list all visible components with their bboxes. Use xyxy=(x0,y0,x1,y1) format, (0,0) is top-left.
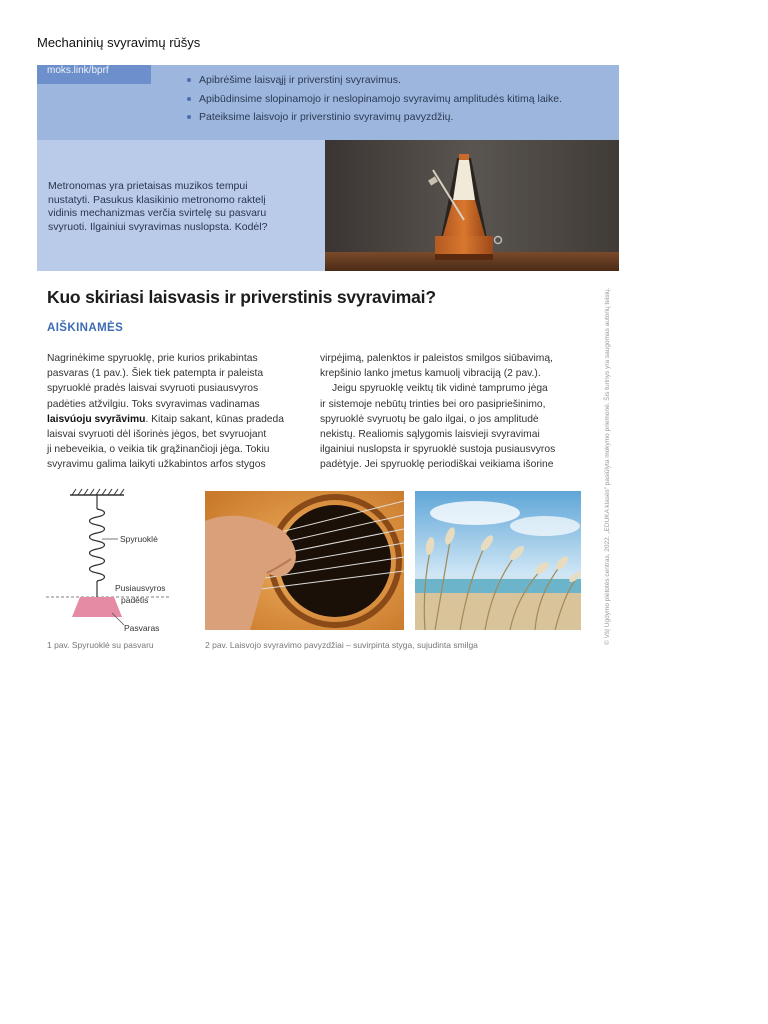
body-line: padėties atžvilgiu. Toks svyravimas vadinamas xyxy=(47,398,260,410)
document-title: Mechaninių svyravimų rūšys xyxy=(37,35,201,50)
intro-line: svyruoti. Ilgainiui svyravimas nuslopsta. Kodėl? xyxy=(48,220,268,233)
intro-line: Metronomas yra prietaisas muzikos tempui xyxy=(48,180,248,192)
body-column-right xyxy=(320,351,582,473)
objectives-list xyxy=(187,71,562,127)
objective-item: Pateiksime laisvojo ir priverstinio svyravimų pavyzdžių. xyxy=(187,108,562,127)
body-line: svyravimu galima laikyti užkabintos arfos stygos xyxy=(47,459,266,471)
body-line: padėtyje. Jei spyruoklę periodiškai veikiama išorine xyxy=(320,459,554,471)
figure-spring xyxy=(40,487,190,637)
objective-item: Apibrėšime laisvąjį ir priverstinį svyravimus. xyxy=(187,71,562,90)
intro-line: vidinis mechanizmas verčia svirtelę su pasvaru xyxy=(48,207,267,219)
intro-line: nustatyti. Pasukus klasikinio metronomo raktelį xyxy=(48,193,266,206)
body-line: ir sistemoje nebūtų trinties bei oro pasipriešinimo, xyxy=(320,398,546,410)
body-line: krepšinio lanko jmetus kamuolį vibraciją (2 pav.). xyxy=(320,368,541,380)
weight-label: Pasvaras xyxy=(124,623,160,633)
copyright-text: © VšĮ Ugdymo plėtotės centras, 2022. „EDUKA klasės“ pasiūlyta mokymo priemonė. Šis turinys yra saugomas autorių teisių. xyxy=(604,287,611,645)
body-column-left xyxy=(47,351,309,473)
equilibrium-label: padėtis xyxy=(121,595,149,605)
spring-coil xyxy=(90,509,105,581)
objective-item: Apibūdinsime slopinamojo ir neslopinamojo svyravimų amplitudės kitimą laike. xyxy=(187,90,562,109)
metronome-photo xyxy=(325,140,619,271)
spring-diagram xyxy=(40,487,190,637)
body-line: ji nebeveikia, o veikia tik grąžinančioji jėga. Tokiu xyxy=(47,444,270,456)
intro-box xyxy=(37,140,325,271)
moks-link[interactable]: moks.link/bprf xyxy=(37,65,151,84)
body-line xyxy=(47,412,309,427)
grass-photo xyxy=(415,491,581,630)
body-line: Jeigu spyruoklę veiktų tik vidinė tamprumo jėga xyxy=(332,383,548,395)
body-line: laisvai svyruoti dėl išorinės jėgos, bet svyruojant xyxy=(47,429,267,441)
term-bold: laisvúoju svyrãvimu xyxy=(47,413,146,425)
body-line: ilgainiui nuslopsta ir spyruoklė sustoja pusiausvyros xyxy=(320,444,556,456)
figure2-caption: 2 pav. Laisvojo svyravimo pavyzdžiai – suvirpinta styga, sujudinta smilga xyxy=(205,640,478,650)
grass-illustration xyxy=(415,491,581,630)
metronome-illustration xyxy=(325,140,619,271)
equilibrium-label: Pusiausvyros xyxy=(115,583,166,593)
section-label: AIŠKINAMĖS xyxy=(47,322,124,334)
body-line: pasvaras (1 pav.). Šiek tiek patempta ir paleista xyxy=(47,368,264,380)
body-line: Nagrinėkime spyruoklę, prie kurios prikabintas xyxy=(47,353,258,364)
body-line: spyruoklė pradės laisvai svyruoti pusiausvyros xyxy=(47,383,259,395)
weight-shape xyxy=(72,597,122,617)
body-line: spyruoklė svyruotų be galo ilgai, o jos amplitudė xyxy=(320,413,539,425)
guitar-photo xyxy=(205,491,404,630)
guitar-illustration xyxy=(205,491,404,630)
section-heading: Kuo skiriasi laisvasis ir priverstinis svyravimai? xyxy=(47,287,436,307)
figure1-caption: 1 pav. Spyruoklė su pasvaru xyxy=(47,640,154,650)
body-line: nekistų. Realiomis sąlygomis laisvieji svyravimai xyxy=(320,429,540,441)
spring-label: Spyruoklė xyxy=(120,534,158,544)
intro-text xyxy=(48,180,298,234)
body-line: virpėjimą, palenktos ir paleistos smilgos siūbavimą, xyxy=(320,353,553,364)
objectives-banner xyxy=(37,65,619,140)
body-line-rest: . Kitaip sakant, kūnas pradeda xyxy=(145,413,284,425)
